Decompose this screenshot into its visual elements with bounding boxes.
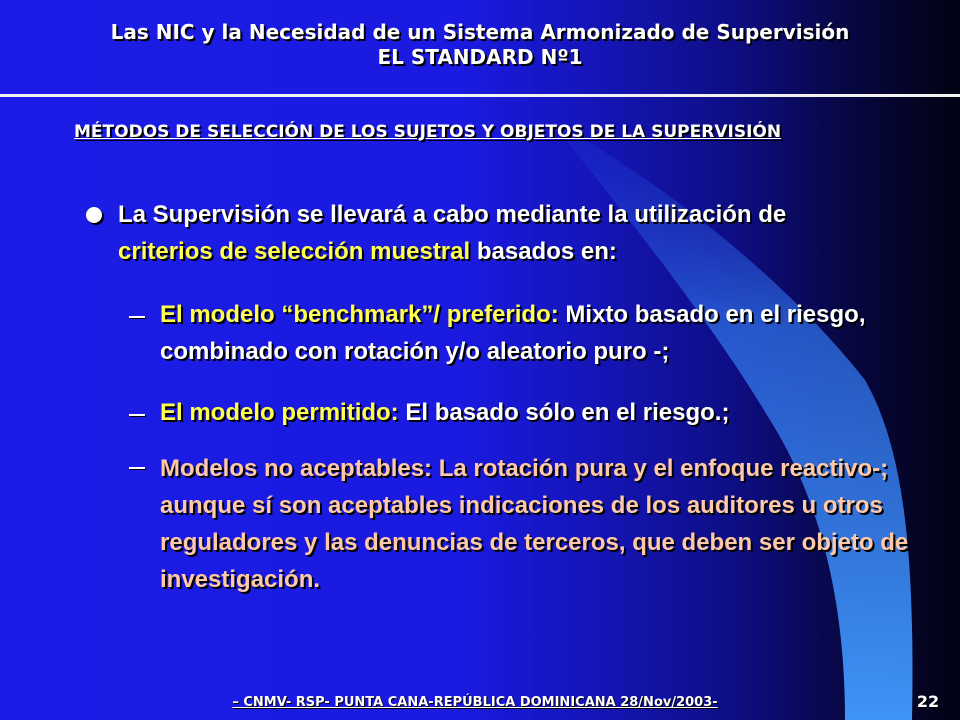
sub-item-not-acceptable [160, 450, 920, 598]
sub-item-preferred [160, 296, 880, 370]
sub-item-label: El modelo permitido: [160, 399, 399, 426]
slide-footer: – CNMV- RSP- PUNTA CANA-REPÚBLICA DOMINICANA 28/Nov/2003- [232, 695, 718, 710]
sub-item-permitted [160, 394, 880, 431]
page-number: 22 [916, 692, 940, 711]
sub-item-label: Modelos no aceptables: [160, 455, 433, 482]
sub-item-text: El basado sólo en el riesgo.; [398, 399, 730, 426]
sub-item-label: El modelo “benchmark”/ preferido: [160, 301, 559, 328]
bullet-dot-icon [86, 207, 102, 223]
sub-item-text: Mixto basado en el riesgo, combinado con rotación y/o aleatorio puro -; [160, 301, 866, 365]
main-bullet-text-after: basados en: [470, 238, 617, 265]
header-title: Las NIC y la Necesidad de un Sistema Armonizado de Supervisión [110, 20, 850, 44]
sub-item-text: La rotación pura y el enfoque reactivo-; aunque sí son aceptables indicaciones de los auditores u otros reguladores y las denuncias de terceros, que deben ser objeto de investigación. [160, 455, 909, 593]
section-title: MÉTODOS DE SELECCIÓN DE LOS SUJETOS Y OBJETOS DE LA SUPERVISIÓN [74, 122, 782, 142]
dash-bullet-icon [129, 467, 145, 469]
main-bullet-text-before: La Supervisión se llevará a cabo mediante la utilización de [118, 201, 787, 228]
main-bullet-highlight: criterios de selección muestral [118, 238, 471, 265]
main-bullet-text [118, 196, 878, 270]
dash-bullet-icon [129, 414, 145, 416]
dash-bullet-icon [129, 316, 145, 318]
header-subtitle: EL STANDARD Nº1 [377, 45, 583, 69]
